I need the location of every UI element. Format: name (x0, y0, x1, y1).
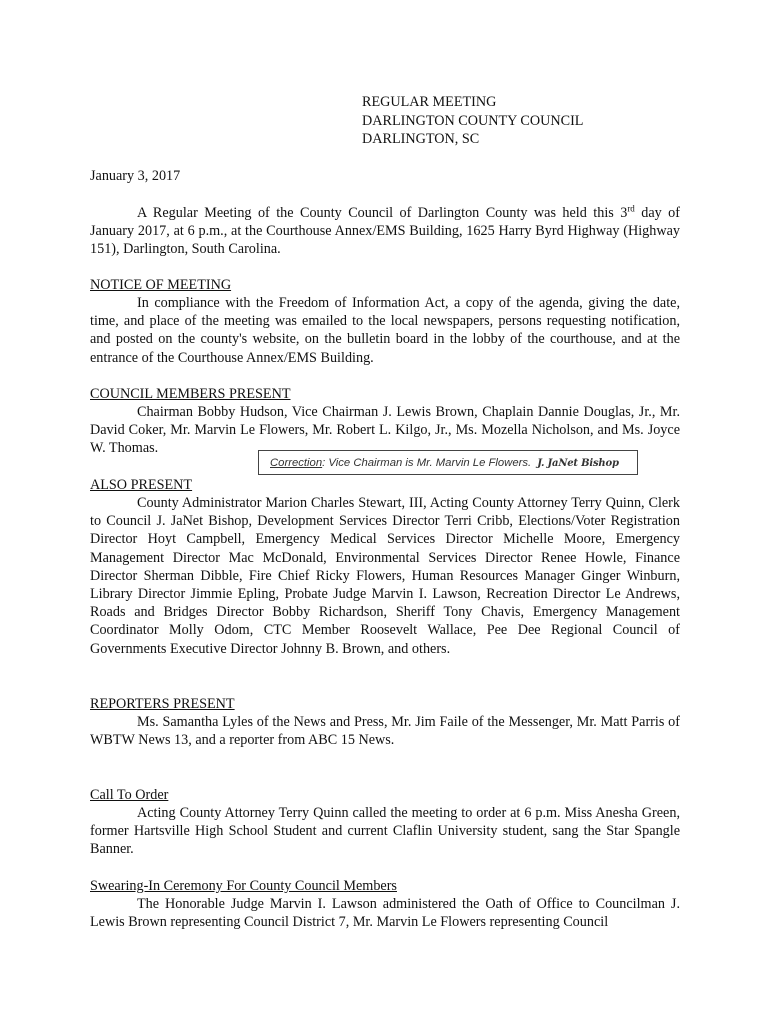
header-council-name: DARLINGTON COUNTY COUNCIL (362, 112, 584, 129)
council-members-heading: COUNCIL MEMBERS PRESENT (90, 386, 291, 402)
intro-text-start: A Regular Meeting of the County Council of Darlington County was held this 3 (137, 205, 628, 221)
notice-heading: NOTICE OF MEETING (90, 277, 232, 293)
also-present-paragraph: County Administrator Marion Charles Stewart, III, Acting County Attorney Terry Quinn, Clerk to Council J. JaNet Bishop, Development Services Director Terri Cribb, Elections/Voter Registration Director Hoyt Campbell, Emergency Medical Services Director Michelle Moore, Emergency Management Director Mac McDonald, Environmental Services Director Renee Howle, Finance Director Sherman Dibble, Fire Chief Ricky Flowers, Human Resources Manager Ginger Winburn, Library Director Jimmie Epling, Probate Judge Marvin I. Lawson, Recreation Director Le Andrews, Roads and Bridges Director Bobby Richardson, Sheriff Tony Chavis, Emergency Management Coordinator Molly Odom, CTC Member Roosevelt Wallace, Pee Dee Regional Council of Governments Executive Director Johnny B. Brown, and others. (90, 495, 680, 657)
swearing-in-heading: Swearing-In Ceremony For County Council Members (90, 878, 397, 894)
call-to-order-heading: Call To Order (90, 787, 169, 803)
intro-ordinal-suffix: rd (627, 203, 635, 214)
intro-text-end: day of January 2017, at 6 p.m., at the Courthouse Annex/EMS Building, 1625 Harry Byrd Highway (Highway 151), Darlington, South Carolina. (90, 205, 680, 258)
call-to-order-paragraph: Acting County Attorney Terry Quinn called the meeting to order at 6 p.m. Miss Anesha Green, former Hartsville High School Student and current Claflin University student, sang the Star Spangle Banner. (90, 805, 680, 858)
correction-signature: J. JaNet Bishop (537, 458, 619, 469)
correction-note (258, 450, 638, 475)
intro-paragraph (90, 204, 680, 259)
also-present-heading: ALSO PRESENT (90, 477, 193, 493)
header-meeting-type: REGULAR MEETING (362, 94, 497, 110)
reporters-paragraph: Ms. Samantha Lyles of the News and Press, Mr. Jim Faile of the Messenger, Mr. Matt Parris of WBTW News 13, and a reporter from ABC 15 News. (90, 714, 680, 749)
header-location: DARLINGTON, SC (362, 131, 480, 148)
document-header (362, 93, 583, 149)
notice-paragraph: In compliance with the Freedom of Information Act, a copy of the agenda, giving the date, time, and place of the meeting was emailed to the local newspapers, persons requesting notification, and posted on the county's website, on the bulletin board in the lobby of the courthouse, and at the entrance of the Courthouse Annex/EMS Building. (90, 295, 680, 366)
correction-label: Correction (270, 457, 323, 469)
correction-text: : Vice Chairman is Mr. Marvin Le Flowers. (322, 457, 532, 469)
swearing-in-paragraph: The Honorable Judge Marvin I. Lawson administered the Oath of Office to Councilman J. Lewis Brown representing Council District 7, Mr. Marvin Le Flowers representing Council (90, 896, 680, 931)
council-members-paragraph: Chairman Bobby Hudson, Vice Chairman J. Lewis Brown, Chaplain Dannie Douglas, Jr., Mr. David Coker, Mr. Marvin Le Flowers, Mr. Robert L. Kilgo, Jr., Ms. Mozella Nicholson, and Ms. Joyce W. Thomas. (90, 404, 680, 457)
meeting-date: January 3, 2017 (90, 168, 181, 184)
reporters-heading: REPORTERS PRESENT (90, 696, 235, 712)
